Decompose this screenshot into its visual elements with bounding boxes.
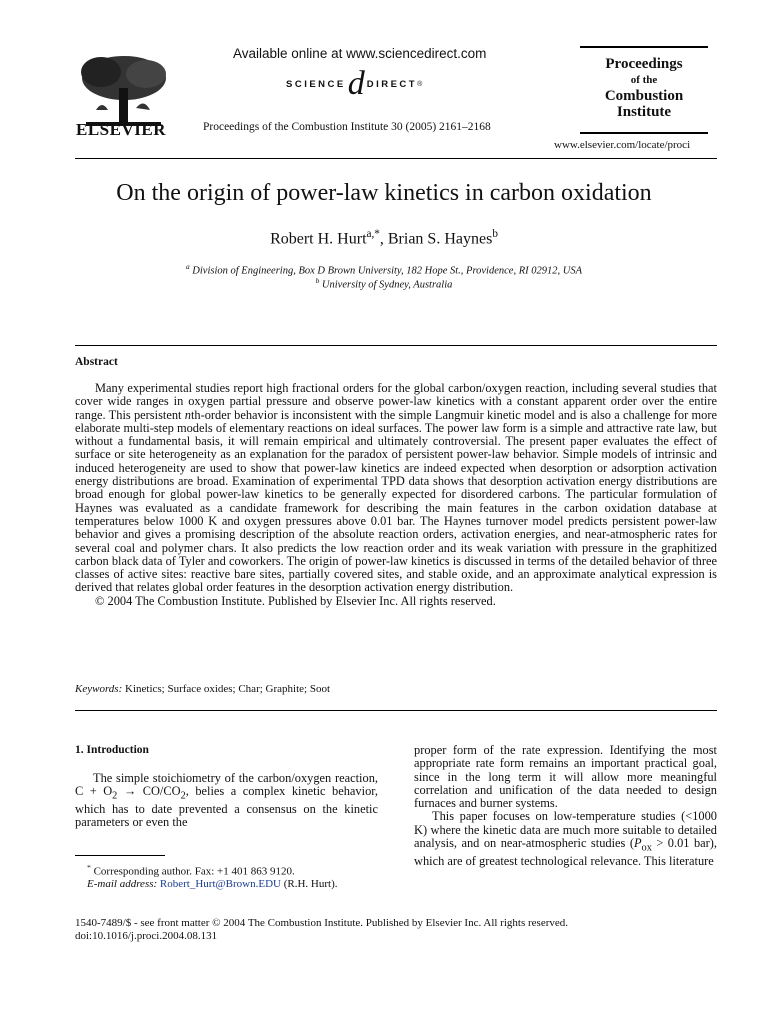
intro-right-sub: ox bbox=[641, 842, 652, 854]
sd-reg: ® bbox=[417, 80, 423, 88]
keywords bbox=[75, 683, 330, 695]
abstract-copyright-text: © 2004 The Combustion Institute. Published by Elsevier Inc. All rights reserved. bbox=[95, 593, 496, 608]
footer-doi[interactable]: doi:10.1016/j.proci.2004.08.131 bbox=[75, 930, 218, 942]
journal-box-line1: Proceedings bbox=[605, 56, 683, 72]
affil-b-text: University of Sydney, Australia bbox=[321, 279, 453, 291]
footer-front-matter: 1540-7489/$ - see front matter © 2004 The Combustion Institute. Published by Elsevier Inc. All rights reserved. bbox=[75, 917, 568, 929]
abstract-heading: Abstract bbox=[75, 356, 118, 368]
footnote-rule bbox=[75, 855, 165, 856]
abstract-text-a: Many experimental studies report high fractional orders for the global carbon/oxygen reaction, including several studies that cover wide ranges in oxygen partial pressure and observe power-law kinetics with a constant apparent order over the entire range. This persistent bbox=[75, 381, 717, 422]
author-separator: , bbox=[379, 230, 388, 248]
footnote-corresponding bbox=[75, 862, 378, 878]
footnote-star: * bbox=[87, 863, 91, 872]
abstract-text-b: th-order behavior is inconsistent with the simple Langmuir kinetic model and is also a challenge for more elaborate multi-step models of elementary reactions on ideal surfaces. The power law form is a simple and attractive rate law, but without a fundamental basis, it will remain empirical and ultimately controversial. The present paper evaluates the effect of surface or site heterogeneity as an explanation for the paradox of persistent power-law behavior. Simple models of intrinsic and induced heterogeneity are used to show that power-law kinetics are indeed expected when desorption or adsorption activation energy distributions are broad. Examination of experimental TPD data shows that desorption activation energy distributions are broad enough for global power-law kinetics to be generally expected for disordered carbons. The particular formulation of Haynes was evaluated as a candidate framework for describing the main features in the carbon oxidation database at temperatures below 1000 K and oxygen pressures above 0.01 bar. The Haynes turnover model predicts persistent power-law behavior and gives a promising description of the absolute reaction orders, activation energies, and near-atmospheric rates for several coal and polymer chars. It also predicts the low reaction order and its weak variation with pressure in the graphitized carbon black data of Tyler and coworkers. The origin of power-law kinetics is discussed in terms of the detailed behavior of three classes of active sites: reactive bare sites, partially covered sites, and stable oxide, and an approximate analytical expression is derived that relates global order features in the desorption activation energy distribution. bbox=[75, 407, 717, 595]
affiliation-a bbox=[0, 262, 768, 277]
affil-b-sup: b bbox=[315, 276, 320, 285]
sd-at-glyph: d bbox=[347, 65, 365, 102]
sciencedirect-logo bbox=[286, 65, 423, 102]
left-column bbox=[75, 772, 378, 830]
journal-name-box bbox=[580, 46, 708, 134]
journal-box-line2: of the bbox=[630, 74, 658, 86]
article-title: On the origin of power-law kinetics in carbon oxidation bbox=[116, 180, 652, 206]
intro-right-a: This paper focuses on low-temperature studies (<1000 K) where the kinetic data are much more suitable to detailed analysis, and on near-atmospheric studies ( bbox=[414, 809, 717, 851]
sd-right: DIRECT bbox=[366, 78, 418, 90]
publisher-logo-text: ELSEVIER bbox=[76, 120, 166, 139]
journal-box-line4: Institute bbox=[616, 104, 672, 120]
abstract-bottom-rule bbox=[75, 710, 717, 711]
abstract-copyright bbox=[75, 595, 717, 608]
affil-a-sup: a bbox=[186, 262, 190, 271]
email-link[interactable]: Robert_Hurt@Brown.EDU bbox=[159, 878, 281, 891]
email-label: E-mail address: bbox=[87, 878, 158, 891]
author-1-sup: a,* bbox=[366, 228, 380, 240]
footnote-corr-text: Corresponding author. Fax: +1 401 863 9120. bbox=[90, 865, 295, 878]
author-1: Robert H. Hurt bbox=[270, 230, 367, 248]
author-2: Brian S. Haynes bbox=[387, 230, 493, 248]
sd-left: SCIENCE bbox=[286, 78, 346, 90]
intro-left-sub1: 2 bbox=[112, 790, 118, 802]
available-online-text[interactable]: Available online at www.sciencedirect.com bbox=[233, 46, 487, 61]
intro-paragraph-right-1: proper form of the rate expression. Identifying the most appropriate rate form remains an important practical goal, since in the long term it will allow more meaningful correlation and unification of the data needed to design furnaces and burner systems. bbox=[414, 743, 717, 811]
footnote bbox=[75, 862, 378, 890]
affil-a-text: Division of Engineering, Box D Brown University, 182 Hope St., Providence, RI 02912, USA bbox=[192, 265, 582, 277]
email-tail: (R.H. Hurt). bbox=[280, 878, 338, 891]
abstract-n: n bbox=[184, 407, 191, 422]
abstract-top-rule bbox=[75, 345, 717, 346]
journal-citation: Proceedings of the Combustion Institute 30 (2005) 2161–2168 bbox=[203, 121, 491, 133]
section-heading-introduction: 1. Introduction bbox=[75, 744, 149, 756]
footnote-email bbox=[75, 878, 378, 890]
abstract-body bbox=[75, 382, 717, 608]
affiliation-b bbox=[0, 276, 768, 291]
intro-right-b: > 0.01 bar), which are of greatest technological relevance. This literature bbox=[414, 836, 717, 868]
keywords-text: Kinetics; Surface oxides; Char; Graphite; Soot bbox=[122, 683, 330, 695]
intro-paragraph-left bbox=[75, 772, 378, 830]
intro-left-c: , belies a complex kinetic behavior, which has to date prevented a consensus on the kinetic parameters or even the bbox=[75, 784, 378, 830]
journal-box-line3: Combustion bbox=[604, 88, 684, 104]
intro-left-a: The simple stoichiometry of the carbon/oxygen reaction, C + O bbox=[75, 771, 378, 799]
abstract-paragraph bbox=[75, 382, 717, 595]
right-column bbox=[414, 744, 717, 868]
keywords-label: Keywords: bbox=[75, 683, 123, 695]
intro-left-sub2: 2 bbox=[180, 790, 186, 802]
intro-left-b: → CO/CO bbox=[117, 784, 181, 799]
journal-url[interactable]: www.elsevier.com/locate/proci bbox=[554, 139, 691, 151]
intro-right-P: P bbox=[633, 836, 642, 851]
author-2-sup: b bbox=[492, 228, 498, 240]
header-rule bbox=[75, 158, 717, 159]
authors bbox=[0, 228, 768, 248]
intro-paragraph-right-2 bbox=[414, 810, 717, 868]
